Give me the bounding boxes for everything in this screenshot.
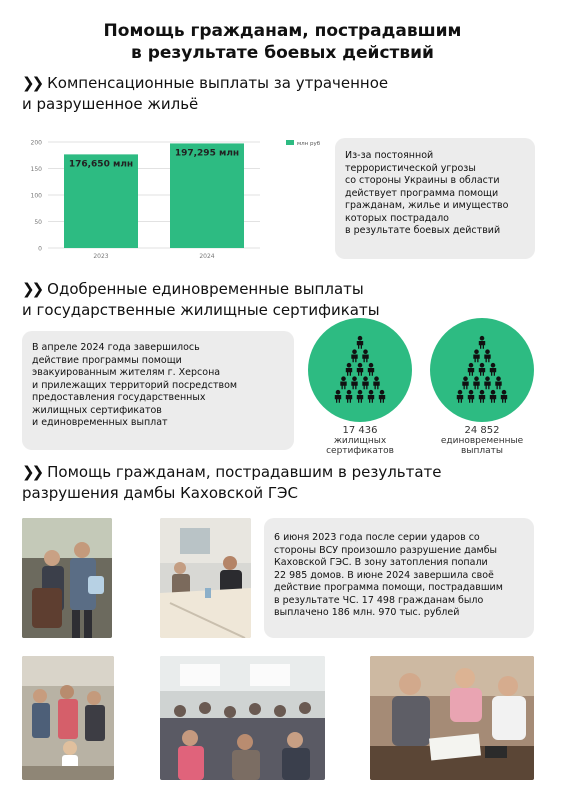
person-icon bbox=[479, 390, 485, 403]
person-icon bbox=[368, 390, 374, 403]
note-card-threat bbox=[335, 138, 535, 259]
person-icon bbox=[362, 376, 368, 389]
y-tick-label: 100 bbox=[30, 192, 42, 200]
note1-line: террористической угрозы bbox=[345, 162, 476, 174]
section-heading-certificates bbox=[22, 279, 380, 321]
note3-line: 6 июня 2023 года после серии ударов со bbox=[274, 532, 480, 543]
person-icon bbox=[351, 376, 357, 389]
photo-dining-hall bbox=[160, 518, 251, 638]
compensation-bar-chart bbox=[20, 130, 330, 270]
person-icon bbox=[473, 349, 479, 362]
note2-line: предоставления государственных bbox=[32, 392, 206, 403]
stat1-value: 17 436 bbox=[342, 425, 378, 436]
section2-line2: и государственные жилищные сертификаты bbox=[22, 301, 380, 319]
stat-certificates bbox=[300, 425, 420, 456]
note-card-kherson bbox=[22, 331, 294, 450]
note3-line: 22 985 домов. В июне 2024 завершила своё bbox=[274, 569, 494, 581]
person-icon bbox=[473, 376, 479, 389]
stat-payments bbox=[422, 425, 542, 456]
person-icon bbox=[346, 390, 352, 403]
payments-circle bbox=[430, 318, 534, 422]
person-icon bbox=[484, 349, 490, 362]
note2-line: и прилежащих территорий посредством bbox=[32, 379, 238, 391]
note2-line: эвакуированным жителям г. Херсона bbox=[32, 367, 221, 378]
note2-line: действие программы помощи bbox=[32, 354, 182, 366]
photo-volunteers-outdoor bbox=[22, 518, 112, 638]
y-tick-label: 200 bbox=[30, 139, 42, 147]
double-chevron-icon: ❯❯ bbox=[22, 74, 42, 92]
x-tick-label: 2023 bbox=[93, 253, 109, 260]
page-title bbox=[0, 20, 565, 64]
bar bbox=[170, 143, 244, 248]
photo-families-indoor bbox=[22, 656, 114, 780]
x-tick-label: 2024 bbox=[199, 253, 215, 260]
note2-line: и единовременных выплат bbox=[32, 417, 168, 428]
people-pyramid-icon bbox=[430, 318, 534, 422]
y-tick-label: 50 bbox=[34, 219, 42, 226]
y-tick-label: 0 bbox=[38, 245, 42, 253]
stat2-label2: выплаты bbox=[461, 446, 503, 456]
section1-line2: и разрушенное жильё bbox=[22, 95, 199, 113]
note3-line: действие программа помощи, пострадавшим bbox=[274, 582, 503, 593]
photo-document-signing bbox=[370, 656, 534, 780]
person-icon bbox=[357, 336, 363, 349]
note3-line: Каховской ГЭС. В зону затопления попали bbox=[274, 557, 488, 568]
note1-line: со стороны Украины в области bbox=[345, 175, 500, 186]
certificates-circle bbox=[308, 318, 412, 422]
stat2-label1: единовременные bbox=[440, 436, 524, 446]
person-icon bbox=[490, 363, 496, 376]
double-chevron-icon: ❯❯ bbox=[22, 463, 42, 481]
title-line-2: в результате боевых действий bbox=[131, 43, 434, 63]
person-icon bbox=[357, 363, 363, 376]
person-icon bbox=[479, 363, 485, 376]
person-icon bbox=[457, 390, 463, 403]
note1-line: гражданам, жилье и имущество bbox=[345, 200, 509, 211]
person-icon bbox=[340, 376, 346, 389]
person-icon bbox=[484, 376, 490, 389]
stat1-label1: жилищных bbox=[333, 436, 387, 446]
person-icon bbox=[346, 363, 352, 376]
person-icon bbox=[468, 390, 474, 403]
bar-data-label: 176,650 млн bbox=[68, 159, 134, 170]
person-icon bbox=[368, 363, 374, 376]
note2-line: В апреле 2024 года завершилось bbox=[32, 342, 200, 353]
note3-line: в результате ЧС. 17 498 гражданам было bbox=[274, 594, 484, 606]
person-icon bbox=[357, 390, 363, 403]
section2-line1: Одобренные единовременные выплаты bbox=[47, 280, 364, 298]
double-chevron-icon: ❯❯ bbox=[22, 280, 42, 298]
section-heading-dam bbox=[22, 462, 442, 504]
note3-line: стороны ВСУ произошло разрушение дамбы bbox=[274, 544, 498, 556]
section-heading-compensation bbox=[22, 73, 388, 115]
note1-line: в результате боевых действий bbox=[345, 225, 501, 236]
person-icon bbox=[373, 376, 379, 389]
people-pyramid-icon bbox=[308, 318, 412, 422]
person-icon bbox=[335, 390, 341, 403]
legend-swatch bbox=[286, 140, 294, 145]
person-icon bbox=[462, 376, 468, 389]
person-icon bbox=[468, 363, 474, 376]
person-icon bbox=[490, 390, 496, 403]
person-icon bbox=[495, 376, 501, 389]
stat1-label2: сертификатов bbox=[326, 446, 394, 456]
person-icon bbox=[379, 390, 385, 403]
title-line-1: Помощь гражданам, пострадавшим bbox=[103, 21, 462, 41]
photo-meeting-crowd bbox=[160, 656, 325, 780]
stat2-value: 24 852 bbox=[464, 425, 500, 436]
person-icon bbox=[479, 336, 485, 349]
section3-line1: Помощь гражданам, пострадавшим в результате bbox=[47, 463, 442, 481]
person-icon bbox=[362, 349, 368, 362]
note-card-dam bbox=[264, 518, 534, 638]
note1-line: Из-за постоянной bbox=[345, 150, 434, 161]
note1-line: действует программа помощи bbox=[345, 187, 499, 199]
note2-line: жилищных сертификатов bbox=[32, 404, 162, 416]
section3-line2: разрушения дамбы Каховской ГЭС bbox=[22, 484, 298, 502]
section1-line1: Компенсационные выплаты за утраченное bbox=[47, 74, 389, 92]
note1-line: которых пострадало bbox=[345, 212, 449, 224]
bar-data-label: 197,295 млн bbox=[174, 148, 240, 159]
y-tick-label: 150 bbox=[30, 166, 42, 173]
person-icon bbox=[501, 390, 507, 403]
legend-label: млн руб bbox=[297, 141, 321, 147]
person-icon bbox=[351, 349, 357, 362]
note3-line: выплачено 186 млн. 970 тыс. рублей bbox=[274, 607, 460, 618]
